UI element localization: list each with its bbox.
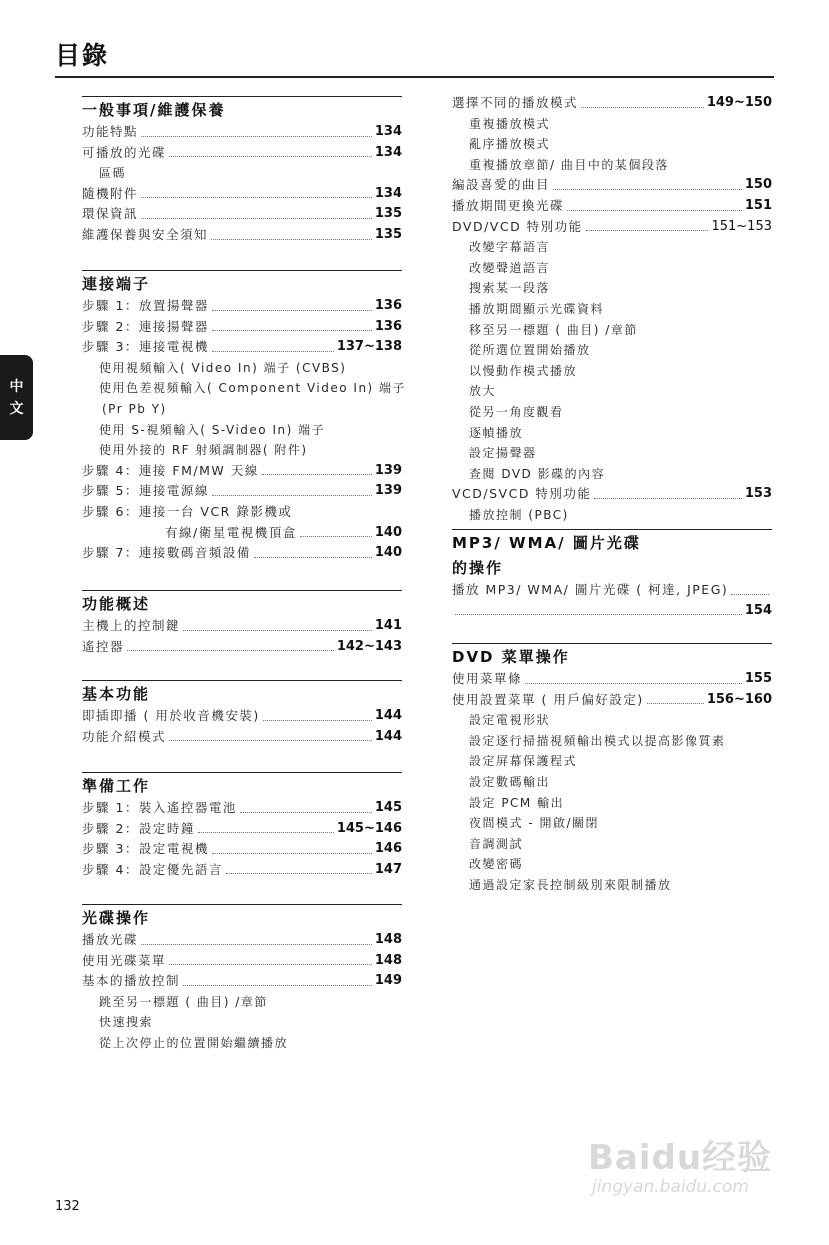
dot-leader	[300, 536, 372, 537]
dot-leader	[127, 650, 334, 651]
entry-page-number: 149	[374, 973, 402, 989]
dot-leader	[212, 330, 372, 331]
toc-section	[82, 680, 402, 747]
entry-page-number: 136	[374, 318, 402, 334]
entry-title: 使用外接的 RF 射頻調制器( 附件)	[99, 443, 308, 458]
toc-subitem[interactable]	[82, 1033, 402, 1054]
entry-title: 使用 S-視頻輸入( S-Video In) 端子	[99, 422, 326, 437]
entry-page-number: 136	[374, 298, 402, 313]
dot-leader	[240, 812, 372, 813]
toc-subitem[interactable]	[452, 134, 772, 155]
toc-entry[interactable]	[82, 706, 402, 727]
entry-title: 移至另一標題 ( 曲目) /章節	[469, 322, 638, 337]
dot-leader	[141, 944, 372, 945]
toc-entry[interactable]	[82, 930, 402, 951]
toc-entry[interactable]	[82, 951, 402, 972]
entry-title: 功能介紹模式	[82, 728, 167, 744]
entry-title: 從上次停止的位置開始繼續播放	[99, 1035, 289, 1050]
dot-leader	[141, 136, 372, 137]
toc-section	[82, 904, 402, 1054]
entry-page-number: 135	[374, 226, 402, 242]
entry-page-number: 150	[744, 177, 772, 193]
dot-leader	[198, 832, 334, 833]
toc-subitem[interactable]	[452, 320, 772, 341]
toc-subitem[interactable]	[82, 163, 402, 184]
entry-title: 基本的播放控制	[82, 973, 181, 989]
section-heading: DVD 菜單操作	[452, 648, 570, 666]
entry-page-number: 135	[374, 206, 402, 222]
entry-title: 查閱 DVD 影碟的內容	[469, 466, 606, 481]
toc-subitem[interactable]	[82, 1012, 402, 1033]
dot-leader	[183, 630, 372, 631]
entry-page-number: 154	[744, 602, 772, 618]
entry-title: 步驟 7：連接數碼音頻設備	[82, 545, 251, 561]
section-heading: 基本功能	[82, 685, 151, 703]
entry-title: 維護保養與安全須知	[82, 226, 209, 242]
toc-subitem[interactable]	[452, 505, 772, 526]
toc-subitem[interactable]	[452, 423, 772, 444]
entry-page-number: 155	[744, 671, 772, 686]
toc-subitem[interactable]	[82, 992, 402, 1013]
entry-page-number: 153	[744, 486, 772, 502]
entry-title: 使用視頻輸入( Video In) 端子 (CVBS)	[99, 360, 347, 375]
toc-subitem[interactable]	[452, 443, 772, 464]
entry-title: 從所選位置開始播放	[469, 343, 591, 358]
toc-subitem[interactable]	[452, 834, 772, 855]
dot-leader	[183, 985, 372, 986]
entry-page-number: 147	[374, 861, 402, 877]
section-heading: 光碟操作	[82, 909, 151, 927]
toc-subitem[interactable]	[452, 381, 772, 402]
entry-page-number: 146	[374, 841, 402, 857]
dot-leader	[141, 218, 372, 219]
toc-entry[interactable]	[452, 484, 772, 505]
toc-section	[452, 93, 772, 525]
dot-leader	[553, 189, 742, 190]
toc-subitem[interactable]	[452, 237, 772, 258]
dot-leader	[525, 683, 742, 684]
toc-subitem[interactable]	[82, 420, 402, 441]
entry-title: 設定數碼輸出	[469, 774, 551, 789]
toc-subitem[interactable]	[452, 731, 772, 752]
entry-title: 使用光碟菜單	[82, 952, 167, 968]
toc-entry[interactable]	[82, 523, 402, 544]
toc-entry[interactable]	[452, 690, 772, 711]
entry-page-number: 139	[374, 483, 402, 499]
entry-page-number: 149~150	[706, 95, 772, 110]
entry-title: 夜間模式 - 開啟/關閉	[469, 816, 600, 831]
toc-subitem[interactable]	[452, 813, 772, 834]
entry-page-number: 145~146	[336, 820, 402, 836]
entry-page-number: 134	[374, 144, 402, 160]
toc-subitem[interactable]	[452, 875, 772, 896]
entry-title: 使用設置菜單 ( 用戶偏好設定)	[452, 691, 644, 707]
entry-title: 選擇不同的播放模式	[452, 95, 579, 110]
toc-subitem[interactable]	[452, 258, 772, 279]
toc-entry[interactable]	[82, 637, 402, 658]
entry-title: 區碼	[99, 166, 127, 181]
page-title: 目錄	[55, 41, 110, 70]
entry-page-number: 140	[374, 524, 402, 540]
toc-entry[interactable]	[82, 461, 402, 482]
watermark-url: jingyan.baidu.com	[592, 1177, 749, 1197]
toc-entry[interactable]	[82, 616, 402, 637]
entry-title: 可播放的光碟	[82, 144, 167, 160]
toc-entry[interactable]	[452, 196, 772, 217]
entry-title: 步驟 1：裝入遙控器電池	[82, 800, 237, 815]
entry-title: 步驟 3：連接電視機	[82, 339, 209, 355]
toc-subitem[interactable]	[452, 751, 772, 772]
dot-leader	[169, 156, 372, 157]
toc-subitem[interactable]	[452, 772, 772, 793]
entry-title: 改變聲道語言	[469, 260, 551, 275]
toc-subitem[interactable]	[82, 440, 402, 461]
toc-entry[interactable]	[452, 580, 772, 601]
entry-title: 重複播放模式	[469, 116, 551, 131]
toc-entry[interactable]	[82, 337, 402, 358]
toc-entry[interactable]	[452, 601, 772, 622]
toc-entry[interactable]	[452, 217, 772, 238]
watermark	[588, 1130, 772, 1197]
entry-title: 設定逐行掃描視頻輸出模式以提高影像質素	[469, 733, 726, 748]
dot-leader	[594, 498, 741, 499]
toc-subitem[interactable]	[452, 402, 772, 423]
toc-entry[interactable]	[82, 798, 402, 819]
section-heading: 的操作	[452, 559, 504, 577]
entry-title: 設定揚聲器	[469, 446, 537, 461]
dot-leader	[567, 210, 742, 211]
entry-title: 有線/衛星電視機頂盒	[165, 524, 297, 540]
toc-entry[interactable]	[82, 543, 402, 564]
entry-title: 播放期間顯示光碟資料	[469, 301, 605, 316]
entry-title: VCD/SVCD 特別功能	[452, 486, 592, 502]
entry-title: 步驟 6：連接一台 VCR 錄影機或	[82, 503, 293, 519]
section-heading: 準備工作	[82, 777, 151, 795]
toc-entry[interactable]	[452, 175, 772, 196]
entry-title: 遙控器	[82, 638, 125, 654]
toc-subitem[interactable]	[82, 399, 402, 420]
dot-leader	[731, 594, 769, 595]
entry-page-number: 151	[744, 197, 772, 213]
entry-title: 播放控制 (PBC)	[469, 507, 569, 522]
toc-entry[interactable]	[82, 296, 402, 317]
toc-subitem[interactable]	[452, 340, 772, 361]
entry-title: 步驟 3：設定電視機	[82, 841, 209, 857]
toc-section	[82, 96, 402, 246]
dot-leader	[226, 873, 372, 874]
toc-entry[interactable]	[82, 481, 402, 502]
entry-title: 步驟 2：連接揚聲器	[82, 318, 209, 334]
toc-subitem[interactable]	[452, 299, 772, 320]
toc-subitem[interactable]	[82, 358, 402, 379]
entry-page-number: 151~153	[711, 218, 772, 234]
dot-leader	[169, 740, 372, 741]
toc-section	[82, 590, 402, 657]
toc-section	[452, 529, 772, 621]
toc-subitem[interactable]	[452, 114, 772, 135]
side-tab-label: 中	[9, 378, 24, 395]
toc-subitem[interactable]	[452, 361, 772, 382]
entry-page-number: 139	[374, 462, 402, 478]
dot-leader	[212, 853, 372, 854]
dot-leader	[254, 557, 372, 558]
entry-page-number: 134	[374, 124, 402, 139]
watermark-logo: Baidu经验	[588, 1138, 773, 1178]
entry-title: 設定電視形狀	[469, 713, 551, 728]
entry-page-number: 148	[374, 932, 402, 947]
toc-subitem[interactable]	[452, 155, 772, 176]
entry-title: 改變字幕語言	[469, 240, 551, 255]
toc-section	[82, 772, 402, 880]
toc-section	[452, 643, 772, 896]
section-heading: 一般事項/維護保養	[82, 101, 226, 119]
toc-subitem[interactable]	[452, 278, 772, 299]
entry-title: 主機上的控制鍵	[82, 618, 181, 633]
page-number: 132	[55, 1199, 80, 1214]
dot-leader	[212, 351, 334, 352]
dot-leader	[212, 310, 372, 311]
toc-entry[interactable]	[82, 819, 402, 840]
dot-leader	[169, 964, 372, 965]
toc-entry[interactable]	[82, 225, 402, 246]
toc-entry[interactable]	[452, 669, 772, 690]
toc-entry[interactable]	[82, 860, 402, 881]
entry-title: 以慢動作模式播放	[469, 363, 578, 378]
side-tab-label: 文	[9, 400, 24, 417]
dot-leader	[141, 197, 372, 198]
entry-page-number: 156~160	[706, 691, 772, 707]
toc-entry[interactable]	[82, 184, 402, 205]
toc-entry[interactable]	[82, 204, 402, 225]
toc-subitem[interactable]	[452, 464, 772, 485]
entry-page-number: 134	[374, 185, 402, 201]
toc-subitem[interactable]	[452, 793, 772, 814]
entry-page-number: 144	[374, 728, 402, 744]
entry-title: 重複播放章節/ 曲目中的某個段落	[469, 157, 669, 172]
entry-title: 播放 MP3/ WMA/ 圖片光碟 ( 柯達, JPEG)	[452, 582, 729, 597]
entry-title: 音調測試	[469, 836, 524, 851]
entry-page-number: 148	[374, 952, 402, 968]
entry-title: 跳至另一標題 ( 曲目) /章節	[99, 994, 268, 1009]
toc-subitem[interactable]	[452, 854, 772, 875]
entry-page-number: 137~138	[336, 339, 402, 355]
entry-title: 通過設定家長控制級別來限制播放	[469, 877, 672, 892]
entry-title: DVD/VCD 特別功能	[452, 218, 583, 234]
entry-title: 逐幀播放	[469, 425, 524, 440]
entry-page-number: 141	[374, 618, 402, 633]
entry-title: 改變密碼	[469, 857, 524, 872]
dot-leader	[262, 474, 372, 475]
entry-title: 即插即播 ( 用於收音機安裝)	[82, 708, 260, 723]
language-side-tab	[0, 355, 33, 440]
toc-subitem[interactable]	[452, 710, 772, 731]
entry-title: 步驟 4：設定優先語言	[82, 861, 223, 877]
entry-title: 功能特點	[82, 124, 139, 139]
entry-title: 使用菜單條	[452, 671, 523, 686]
title-divider	[55, 76, 774, 78]
entry-title: 環保資訊	[82, 206, 139, 222]
entry-title: 設定屏幕保護程式	[469, 754, 578, 769]
entry-title: 快速搜索	[99, 1015, 154, 1030]
toc-entry[interactable]	[82, 122, 402, 143]
entry-title: 從另一角度觀看	[469, 404, 564, 419]
entry-title: 放大	[469, 384, 497, 399]
section-heading: MP3/ WMA/ 圖片光碟	[452, 534, 641, 552]
section-heading: 功能概述	[82, 595, 151, 613]
toc-entry[interactable]	[82, 143, 402, 164]
entry-title: 步驟 2：設定時鐘	[82, 820, 195, 836]
entry-title: 搜索某一段落	[469, 281, 551, 296]
entry-page-number: 145	[374, 800, 402, 815]
entry-title: 亂序播放模式	[469, 137, 551, 152]
entry-title: 隨機附件	[82, 185, 139, 201]
entry-page-number: 144	[374, 708, 402, 723]
toc-entry[interactable]	[452, 93, 772, 114]
dot-leader	[647, 703, 704, 704]
dot-leader	[211, 239, 372, 240]
entry-title: 步驟 4：連接 FM/MW 天線	[82, 462, 259, 478]
entry-title: 步驟 1：放置揚聲器	[82, 298, 209, 313]
dot-leader	[455, 614, 742, 615]
entry-title: 播放期間更換光碟	[452, 197, 565, 213]
dot-leader	[586, 230, 709, 231]
section-heading: 連接端子	[82, 275, 151, 293]
dot-leader	[581, 107, 704, 108]
entry-page-number: 142~143	[336, 638, 402, 654]
toc-section	[82, 270, 407, 564]
entry-title: (Pr Pb Y)	[102, 401, 167, 416]
toc-entry[interactable]	[82, 317, 402, 338]
entry-title: 編設喜愛的曲目	[452, 177, 551, 193]
toc-subitem[interactable]	[82, 378, 407, 399]
toc-entry[interactable]	[82, 727, 402, 748]
entry-title: 步驟 5：連接電源線	[82, 483, 209, 499]
entry-title: 使用色差視頻輸入( Component Video In) 端子	[99, 381, 407, 396]
toc-entry[interactable]	[82, 839, 402, 860]
dot-leader	[212, 495, 372, 496]
entry-page-number: 140	[374, 545, 402, 561]
toc-entry[interactable]	[82, 971, 402, 992]
toc-entry[interactable]	[82, 502, 402, 523]
entry-title: 播放光碟	[82, 932, 139, 947]
entry-title: 設定 PCM 輸出	[469, 795, 565, 810]
dot-leader	[263, 720, 372, 721]
